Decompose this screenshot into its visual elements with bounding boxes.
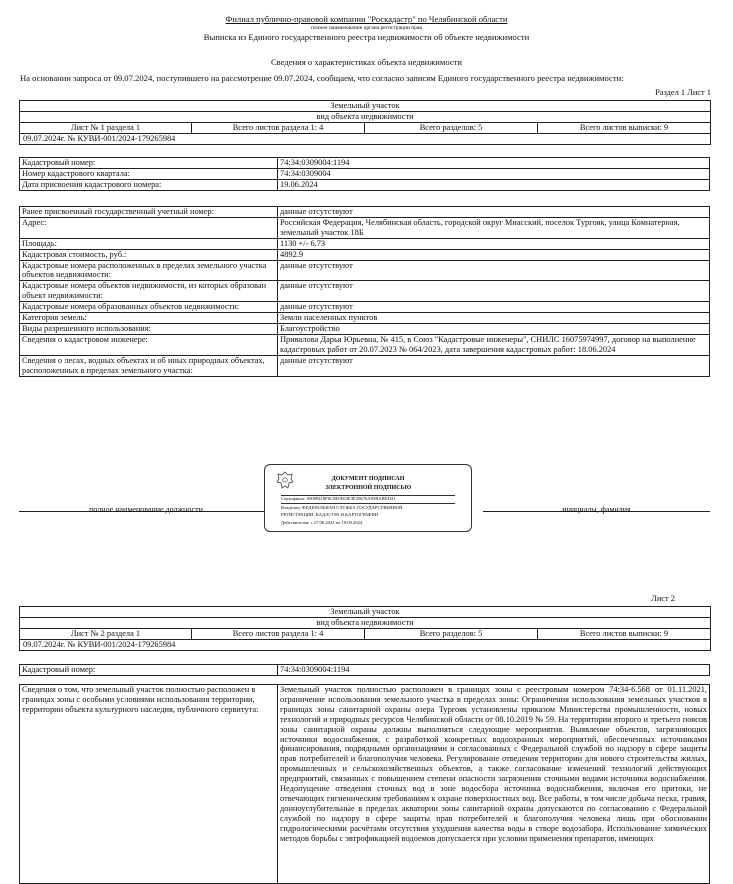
row-value: Российская Федерация, Челябинская область, городской округ Миасский, поселок Тургояк, улица Комнатерная, земельный участок 18Б	[278, 217, 710, 238]
extract-number: 09.07.2024г. № КУВИ-001/2024-179265984	[20, 639, 711, 650]
row-value: данные отсутствуют	[278, 355, 710, 376]
extract-number: 09.07.2024г. № КУВИ-001/2024-179265984	[20, 133, 711, 144]
stamp-subtitle: ЭЛЕКТРОННОЙ ПОДПИСЬЮ	[324, 485, 412, 491]
row-value: данные отсутствуют	[278, 207, 710, 218]
row-value: данные отсутствуют	[278, 281, 710, 302]
zone-value: Земельный участок полностью расположен в границах зоны с реестровым номером 74:34-6.568 от 01.11.2021, ограничение использования земельного участка в пределах зоны: Ограничения использования земельных участков в границах зоны санитарной охраны озера Тургояк установлены приказом Министерства промышленности, новых технологий и природных ресурсов Челябинской области от 08.10.2019 № 59. На территории второго и третьего поясов зоны санитарной охраны должны выполняться следующие мероприятия. Выявление объектов, загрязняющих источники водоснабжения, с разработкой конкретных водоохранных мероприятий, обеспеченных источниками финансирования, подрядными организациями и согласованных с Федеральной службой по надзору в сфере защиты прав потребителей и благополучия человека. Регулирование отведения территории для нового строительства жилых, промышленных и сельскохозяйственных объектов, а также согласование изменений технологий действующих предприятий, связанных с повышением степени опасности загрязнения сточными водами источника водоснабжения. Недопущение отведения сточных вод в зоне водосбора источника водоснабжения, включая его притоки, не отвечающих гигиеническим требованиям к охране поверхностных вод. Все работы, в том числе добыча песка, гравия, донноуглубительные в пределах акватории зоны санитарной охраны допускаются по согласованию с Федеральной службой по надзору в сфере защиты прав потребителей и благополучия человека лишь при обосновании гидрологическими расчётами отсутствия ухудшения качества воды в створе водозабора. Использование химических методов борьбы с эвтрофикацией водоемов допускается при условии применения препаратов, имеющих	[278, 685, 710, 884]
row-label: Номер кадастрового квартала:	[20, 168, 278, 179]
sheet-number: Лист № 2 раздела 1	[20, 628, 192, 639]
position-caption: полное наименование должности	[89, 505, 203, 514]
intro-text: На основании запроса от 09.07.2024, поступившего на рассмотрение 09.07.2024, сообщаем, что согласно записям Единого государственного реестра недвижимости:	[20, 73, 624, 83]
row-value: Земли населенных пунктов	[278, 313, 710, 324]
row-label: Кадастровые номера расположенных в пределах земельного участка объектов недвижимости:	[20, 260, 278, 281]
row-value: Благоустройство	[278, 323, 710, 334]
row-label: Категория земель:	[20, 313, 278, 324]
main-info-table	[19, 157, 710, 191]
sheets-total: Всего листов выписки: 9	[538, 122, 711, 133]
row-value: данные отсутствуют	[278, 260, 710, 281]
e-signature-stamp	[264, 464, 472, 532]
row-label: Адрес:	[20, 217, 278, 238]
initials-caption: инициалы, фамилия	[562, 505, 631, 514]
row-label: Ранее присвоенный государственный учетный номер:	[20, 207, 278, 218]
table-row	[20, 323, 710, 334]
stamp-divider	[281, 503, 455, 504]
section-sheet-label: Раздел 1 Лист 1	[655, 88, 711, 97]
row-label: Площадь:	[20, 238, 278, 249]
table-row	[20, 665, 710, 676]
stamp-owner-line2: РЕГИСТРАЦИИ, КАДАСТРА И КАРТОГРАФИИ	[281, 512, 379, 517]
table-row	[20, 217, 710, 238]
sheets-in-section: Всего листов раздела 1: 4	[192, 122, 365, 133]
row-label: Кадастровый номер:	[20, 665, 278, 676]
table-row	[20, 313, 710, 324]
block2-header-table	[19, 606, 711, 651]
stamp-owner: Владелец: ФЕДЕРАЛЬНАЯ СЛУЖБА ГОСУДАРСТВЕННОЙ	[281, 505, 403, 510]
table-row	[20, 158, 710, 169]
row-label: Кадастровые номера объектов недвижимости, из которых образован объект недвижимости:	[20, 281, 278, 302]
table-row	[20, 238, 710, 249]
row-label: Сведения о лесах, водных объектах и об иных природных объектах, расположенных в пределах земельного участка:	[20, 355, 278, 376]
sheets-in-section: Всего листов раздела 1: 4	[192, 628, 365, 639]
table-row	[20, 207, 710, 218]
document-title: Выписка из Единого государственного реестра недвижимости об объекте недвижимости	[203, 32, 530, 42]
table-row	[20, 179, 710, 190]
object-type: Земельный участок	[20, 607, 711, 618]
row-value: данные отсутствуют	[278, 302, 710, 313]
block1-header-table	[19, 100, 711, 145]
row-value: 74:34:0309004	[278, 168, 710, 179]
table-row	[20, 302, 710, 313]
sheet2-zone-table	[19, 684, 710, 884]
row-label: Виды разрешенного использования:	[20, 323, 278, 334]
sections-total: Всего разделов: 5	[365, 628, 538, 639]
section-title: Сведения о характеристиках объекта недвижимости	[270, 57, 463, 67]
table-row	[20, 260, 710, 281]
row-label: Дата присвоения кадастрового номера:	[20, 179, 278, 190]
table-row	[20, 249, 710, 260]
stamp-validity: Действителен: с 27.06.2023 по 19.09.2024	[281, 520, 363, 525]
issuer-caption: полное наименование органа регистрации прав	[311, 25, 422, 31]
table-row	[20, 334, 710, 355]
row-label: Сведения о кадастровом инженере:	[20, 334, 278, 355]
table-row	[20, 685, 710, 884]
sheet-number: Лист № 1 раздела 1	[20, 122, 192, 133]
row-value: 74:34:0309004:1194	[278, 158, 710, 169]
zone-label: Сведения о том, что земельный участок полностью расположен в границах зоны с особыми условиями использования территории, территории объекта культурного наследия, публичного сервитута:	[20, 685, 278, 884]
table-row	[20, 355, 710, 376]
row-value: 4892.9	[278, 249, 710, 260]
sheet2-label: Лист 2	[651, 594, 675, 603]
stamp-certificate: Сертификат: 00008418F6C8E0E63E3E39676A85BABED41	[281, 496, 396, 501]
row-label: Кадастровые номера образованных объектов недвижимости:	[20, 302, 278, 313]
row-value: 19.06.2024	[278, 179, 710, 190]
object-kind-caption: вид объекта недвижимости	[20, 111, 711, 122]
table-row	[20, 168, 710, 179]
stamp-title: ДОКУМЕНТ ПОДПИСАН	[331, 476, 405, 482]
row-value: 74:34:0309004:1194	[278, 665, 710, 676]
row-value: 1130 +/- 6.73	[278, 238, 710, 249]
issuer-name: Филиал публично-правовой компании "Роскадастр" по Челябинской области	[225, 14, 508, 24]
row-label: Кадастровый номер:	[20, 158, 278, 169]
object-type: Земельный участок	[20, 101, 711, 112]
sheet2-cadastral-table	[19, 664, 710, 676]
detail-info-table	[19, 206, 710, 377]
sheets-total: Всего листов выписки: 9	[538, 628, 711, 639]
sections-total: Всего разделов: 5	[365, 122, 538, 133]
row-value: Привалова Дарья Юрьевна, № 415, в Союз "Кадастровые инженеры", СНИЛС 16075974997, договор на выполнение кадастровых работ от 20.07.2023 № 064/2023, дата завершения кадастровых работ: 18.06.2024	[278, 334, 710, 355]
table-row	[20, 281, 710, 302]
object-kind-caption: вид объекта недвижимости	[20, 617, 711, 628]
row-label: Кадастровая стоимость, руб.:	[20, 249, 278, 260]
